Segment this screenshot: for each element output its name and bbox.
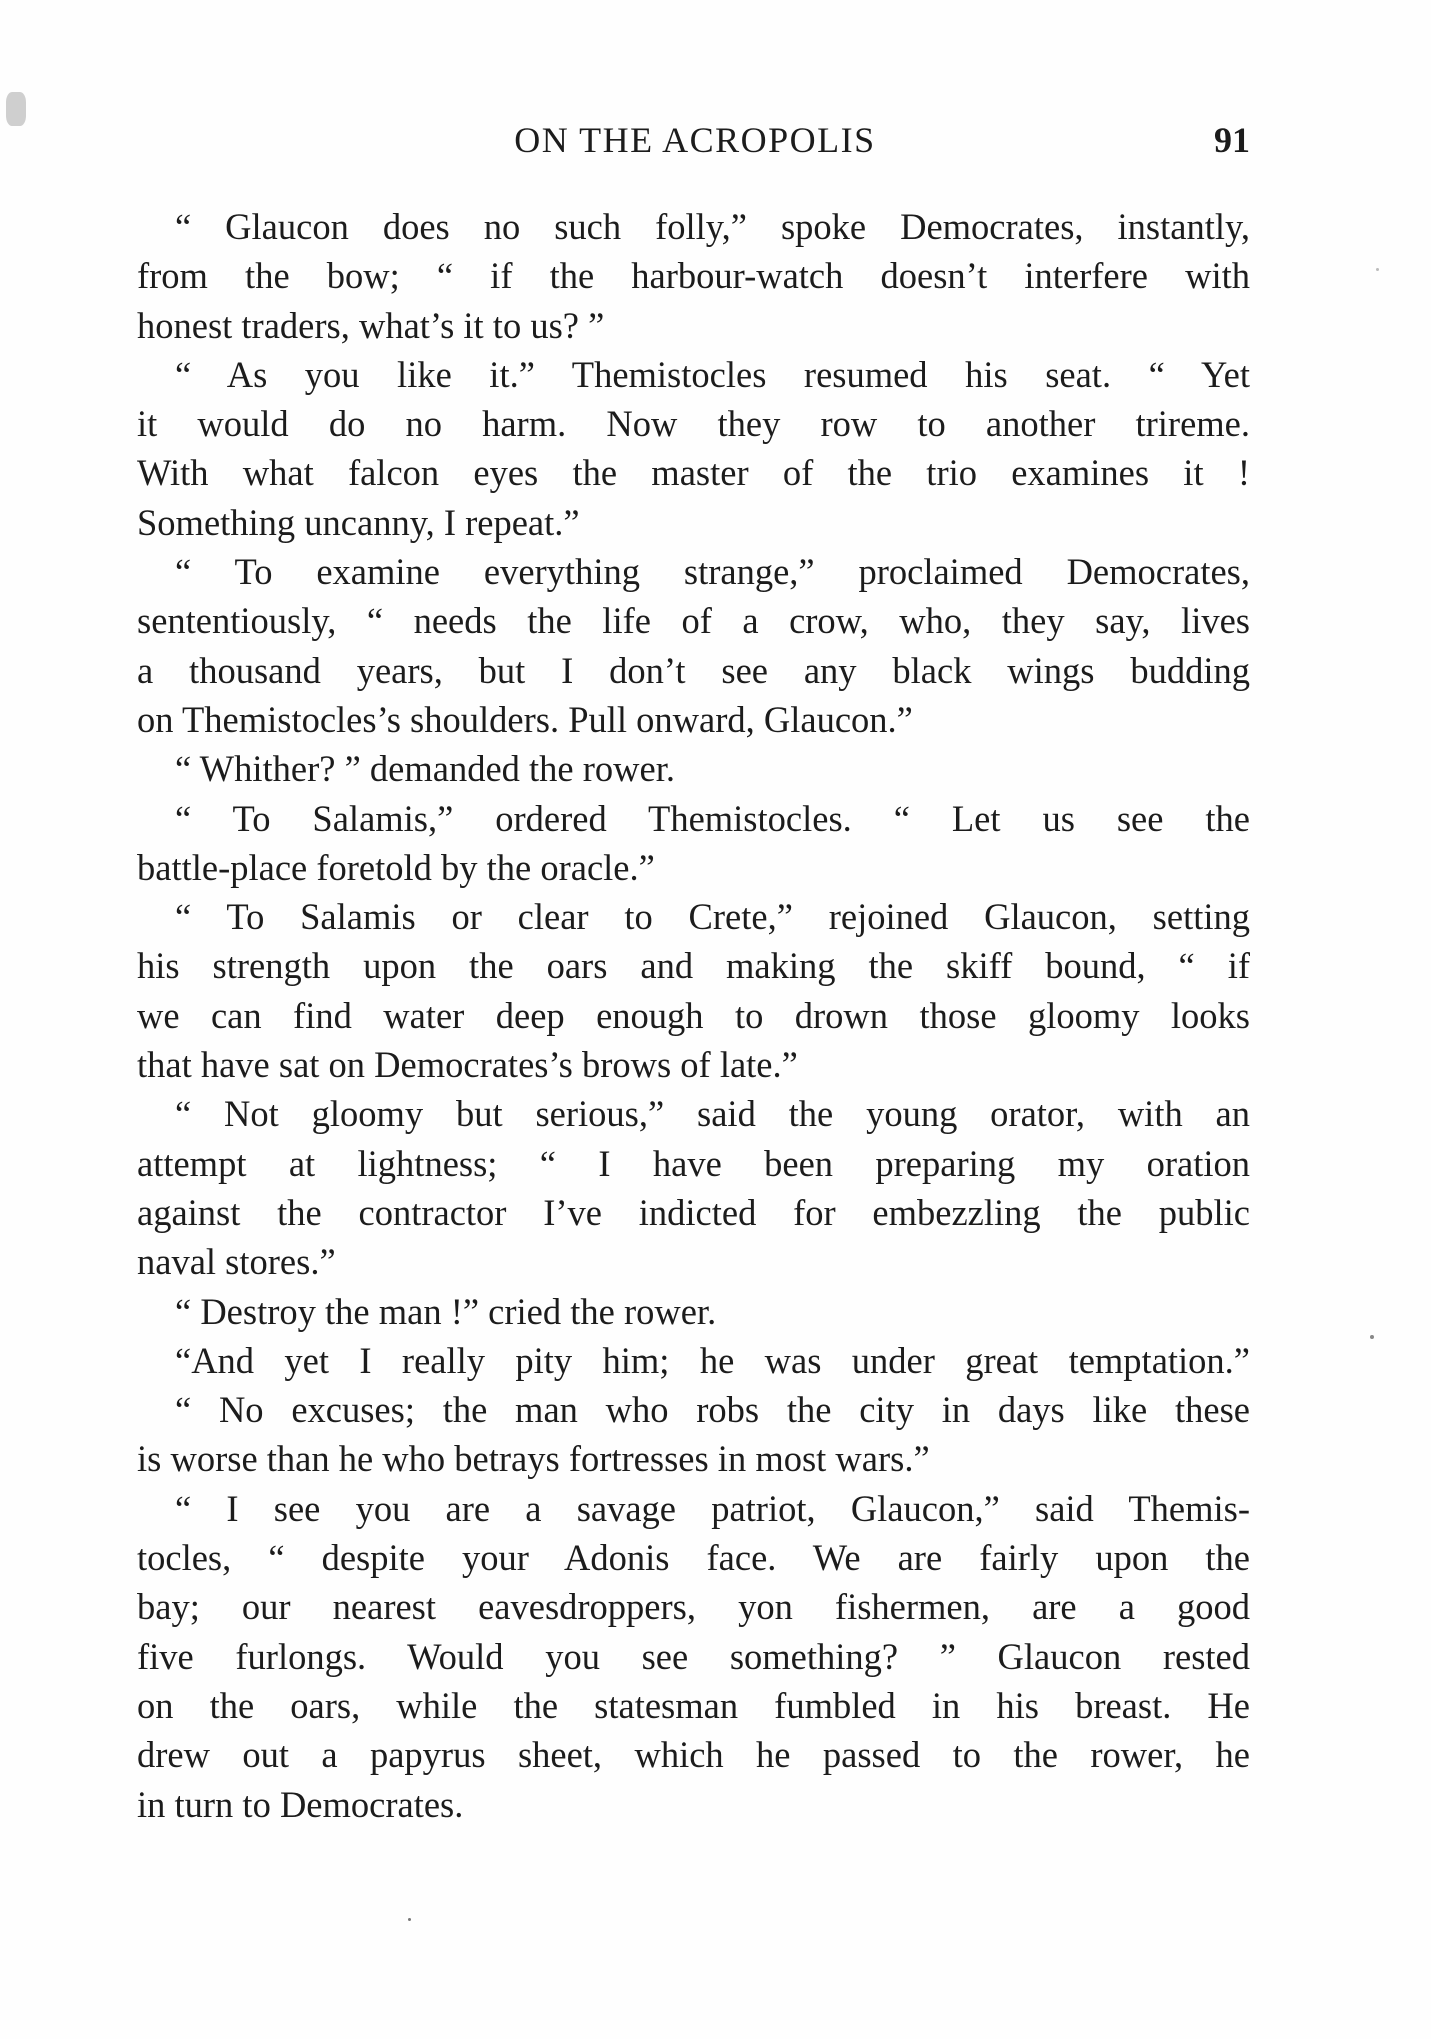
text-line: against the contractor I’ve indicted for embezzling the public (137, 1191, 1250, 1233)
text-line: honest traders, what’s it to us? ” (137, 304, 605, 346)
text-line: “ Glaucon does no such folly,” spoke Democrates, instantly, (175, 206, 1250, 247)
text-line: “ As you like it.” Themistocles resumed his seat. “ Yet (175, 353, 1250, 395)
scan-speck (408, 1918, 411, 1921)
text-line: bay; our nearest eavesdroppers, yon fishermen, are a good (137, 1586, 1250, 1628)
scan-speck (1376, 268, 1379, 271)
text-line: “ Not gloomy but serious,” said the young orator, with an (175, 1093, 1250, 1135)
text-line: “And yet I really pity him; he was under great temptation.” (175, 1339, 1250, 1381)
text-line: “ No excuses; the man who robs the city in days like these (175, 1389, 1250, 1431)
text-line: battle-place foretold by the oracle.” (137, 846, 655, 888)
running-title: ON THE ACROPOLIS (514, 120, 876, 160)
text-line: drew out a papyrus sheet, which he passed to the rower, he (137, 1734, 1250, 1776)
text-line: attempt at lightness; “ I have been preparing my oration (137, 1142, 1250, 1184)
text-line: sententiously, “ needs the life of a crow, who, they say, lives (137, 600, 1250, 642)
text-line: “ Destroy the man !” cried the rower. (175, 1290, 717, 1332)
body-text (137, 202, 1250, 1829)
text-line: we can find water deep enough to drown those gloomy looks (137, 994, 1250, 1036)
text-line: on Themistocles’s shoulders. Pull onward, Glaucon.” (137, 698, 913, 740)
text-line: tocles, “ despite your Adonis face. We are fairly upon the (137, 1537, 1250, 1579)
text-line: Something uncanny, I repeat.” (137, 501, 580, 543)
page-header (140, 110, 1250, 170)
text-line: on the oars, while the statesman fumbled in his breast. He (137, 1684, 1250, 1726)
text-line: five furlongs. Would you see something? ” Glaucon rested (137, 1635, 1250, 1677)
page-number: 91 (1214, 120, 1250, 160)
text-line: “ To Salamis,” ordered Themistocles. “ Let us see the (175, 797, 1250, 839)
text-line: a thousand years, but I don’t see any black wings budding (137, 649, 1250, 691)
text-line: from the bow; “ if the harbour-watch doesn’t interfere with (137, 255, 1250, 297)
text-line: “ To examine everything strange,” proclaimed Democrates, (175, 551, 1250, 593)
scan-speck (6, 92, 26, 126)
text-line: “ I see you are a savage patriot, Glaucon,” said Themis- (175, 1487, 1250, 1529)
text-line: With what falcon eyes the master of the trio examines it ! (137, 452, 1250, 494)
text-line: is worse than he who betrays fortresses in most wars.” (137, 1438, 930, 1480)
text-line: in turn to Democrates. (137, 1783, 464, 1825)
text-line: it would do no harm. Now they row to another trireme. (137, 403, 1250, 445)
text-line: his strength upon the oars and making the skiff bound, “ if (137, 945, 1250, 987)
text-line: that have sat on Democrates’s brows of late.” (137, 1044, 798, 1086)
text-line: “ Whither? ” demanded the rower. (175, 748, 675, 790)
scan-speck (1370, 1335, 1374, 1339)
text-line: naval stores.” (137, 1241, 336, 1283)
text-line: “ To Salamis or clear to Crete,” rejoined Glaucon, setting (175, 896, 1250, 938)
